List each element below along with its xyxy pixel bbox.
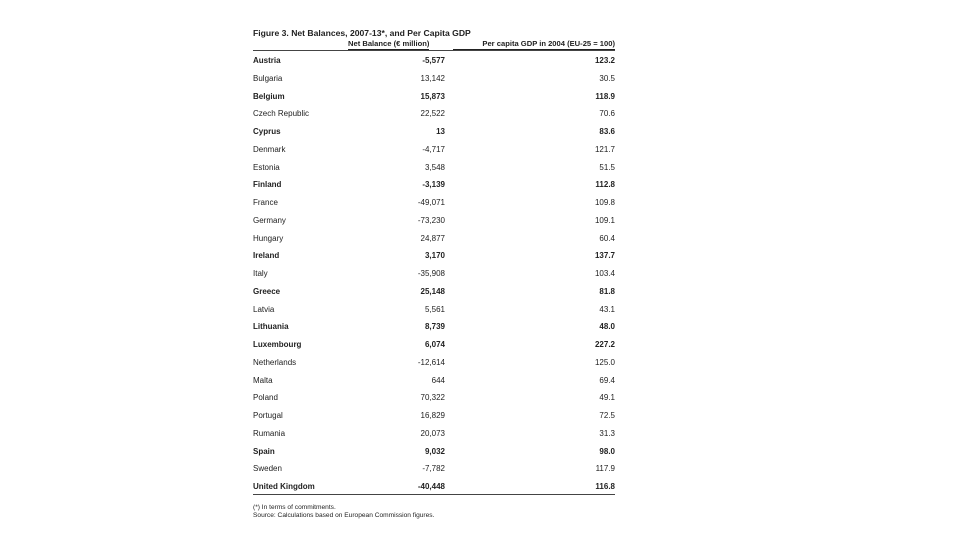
table-row: [253, 372, 615, 390]
net-balance-cell: -40,448: [417, 482, 445, 491]
gdp-cell: 81.8: [599, 286, 615, 296]
country-cell: Sweden: [253, 464, 282, 474]
table-header: [253, 39, 615, 50]
table-row: [253, 159, 615, 177]
gdp-cell: 121.7: [594, 144, 615, 154]
table-row: [253, 443, 615, 461]
table-row: [253, 176, 615, 194]
source-note: Source: Calculations based on European Commission figures.: [253, 512, 435, 520]
table-row: [253, 460, 615, 478]
net-balance-cell: 24,877: [420, 233, 445, 243]
header-rule: [253, 50, 615, 51]
gdp-cell: 30.5: [599, 73, 615, 83]
table-row: [253, 407, 615, 425]
gdp-cell: 31.3: [599, 428, 615, 438]
table-row: [253, 212, 615, 230]
country-cell: Italy: [253, 269, 268, 278]
gdp-cell: 112.8: [595, 180, 615, 190]
country-cell: Lithuania: [253, 322, 289, 332]
gdp-cell: 49.1: [599, 393, 615, 403]
gdp-cell: 116.8: [595, 482, 615, 491]
country-cell: Greece: [253, 286, 281, 296]
gdp-cell: 60.4: [599, 233, 615, 243]
table-row: [253, 123, 615, 141]
table-row: [253, 141, 615, 159]
country-cell: Belgium: [253, 91, 285, 101]
gdp-cell: 117.9: [595, 464, 615, 474]
country-cell: Cyprus: [253, 127, 281, 136]
net-balance-cell: 25,148: [420, 286, 445, 296]
net-balance-cell: -3,139: [422, 180, 445, 190]
table-row: [253, 478, 615, 496]
net-balance-cell: 3,170: [424, 251, 445, 261]
country-cell: Bulgaria: [253, 73, 283, 83]
table-row: [253, 88, 615, 106]
net-balance-cell: 13,142: [420, 73, 445, 83]
gdp-cell: 109.8: [594, 198, 615, 207]
country-cell: France: [253, 198, 278, 207]
table-row: [253, 389, 615, 407]
gdp-cell: 43.1: [599, 304, 615, 314]
net-balance-cell: 8,739: [424, 322, 445, 332]
gdp-cell: 125.0: [594, 357, 615, 367]
net-balance-cell: 3,548: [424, 162, 445, 172]
table-row: [253, 52, 615, 70]
net-balance-cell: 16,829: [420, 411, 445, 420]
gdp-cell: 70.6: [599, 109, 615, 119]
gdp-cell: 109.1: [594, 215, 615, 225]
table-body: [253, 52, 615, 496]
country-cell: Czech Republic: [253, 109, 310, 119]
table-row: [253, 425, 615, 443]
country-cell: United Kingdom: [253, 482, 315, 491]
net-balance-cell: -49,071: [417, 198, 445, 207]
country-cell: Poland: [253, 393, 278, 403]
net-balance-cell: 5,561: [424, 304, 445, 314]
net-balance-cell: 22,522: [420, 109, 445, 119]
country-cell: Spain: [253, 446, 275, 456]
net-balance-cell: 6,074: [424, 340, 445, 349]
country-cell: Ireland: [253, 251, 280, 261]
column-header-net-balance: Net Balance (€ million): [348, 39, 430, 48]
column-header-gdp: Per capita GDP in 2004 (EU-25 = 100): [453, 39, 615, 50]
figure-title: Figure 3. Net Balances, 2007-13*, and Per Capita GDP: [253, 28, 471, 38]
country-cell: Estonia: [253, 162, 280, 172]
table-row: [253, 301, 615, 319]
gdp-cell: 83.6: [599, 127, 615, 136]
table-row: [253, 105, 615, 123]
country-cell: Latvia: [253, 304, 275, 314]
country-cell: Portugal: [253, 411, 283, 420]
country-cell: Luxembourg: [253, 340, 302, 349]
net-balance-cell: -35,908: [417, 269, 445, 278]
country-cell: Denmark: [253, 144, 286, 154]
net-balance-cell: 70,322: [420, 393, 445, 403]
gdp-cell: 227.2: [594, 340, 615, 349]
gdp-cell: 118.9: [595, 91, 615, 101]
country-cell: Rumania: [253, 428, 286, 438]
net-balance-cell: 15,873: [420, 91, 445, 101]
figure-table: [253, 27, 615, 521]
table-row: [253, 336, 615, 354]
country-cell: Germany: [253, 215, 286, 225]
gdp-cell: 72.5: [599, 411, 615, 420]
net-balance-cell: -7,782: [422, 464, 445, 474]
gdp-cell: 103.4: [594, 269, 615, 278]
gdp-cell: 69.4: [599, 375, 615, 385]
net-balance-cell: -4,717: [422, 144, 445, 154]
net-balance-cell: 9,032: [424, 446, 445, 456]
net-balance-cell: -5,577: [422, 56, 445, 65]
gdp-cell: 51.5: [599, 162, 615, 172]
country-cell: Netherlands: [253, 357, 297, 367]
gdp-cell: 48.0: [599, 322, 615, 332]
net-balance-cell: -73,230: [417, 215, 445, 225]
table-row: [253, 194, 615, 212]
table-row: [253, 318, 615, 336]
table-row: [253, 283, 615, 301]
footnote: (*) In terms of commitments.: [253, 503, 336, 511]
gdp-cell: 123.2: [594, 56, 615, 65]
table-row: [253, 247, 615, 265]
table-row: [253, 70, 615, 88]
notes: [253, 504, 615, 521]
net-balance-cell: 13: [436, 127, 445, 136]
table-row: [253, 265, 615, 283]
gdp-cell: 98.0: [599, 446, 615, 456]
country-cell: Malta: [253, 375, 273, 385]
country-cell: Austria: [253, 56, 281, 65]
country-cell: Finland: [253, 180, 282, 190]
table-row: [253, 354, 615, 372]
gdp-cell: 137.7: [594, 251, 615, 261]
net-balance-cell: -12,614: [417, 357, 445, 367]
net-balance-cell: 644: [431, 375, 445, 385]
net-balance-cell: 20,073: [420, 428, 445, 438]
table-row: [253, 230, 615, 248]
country-cell: Hungary: [253, 233, 284, 243]
